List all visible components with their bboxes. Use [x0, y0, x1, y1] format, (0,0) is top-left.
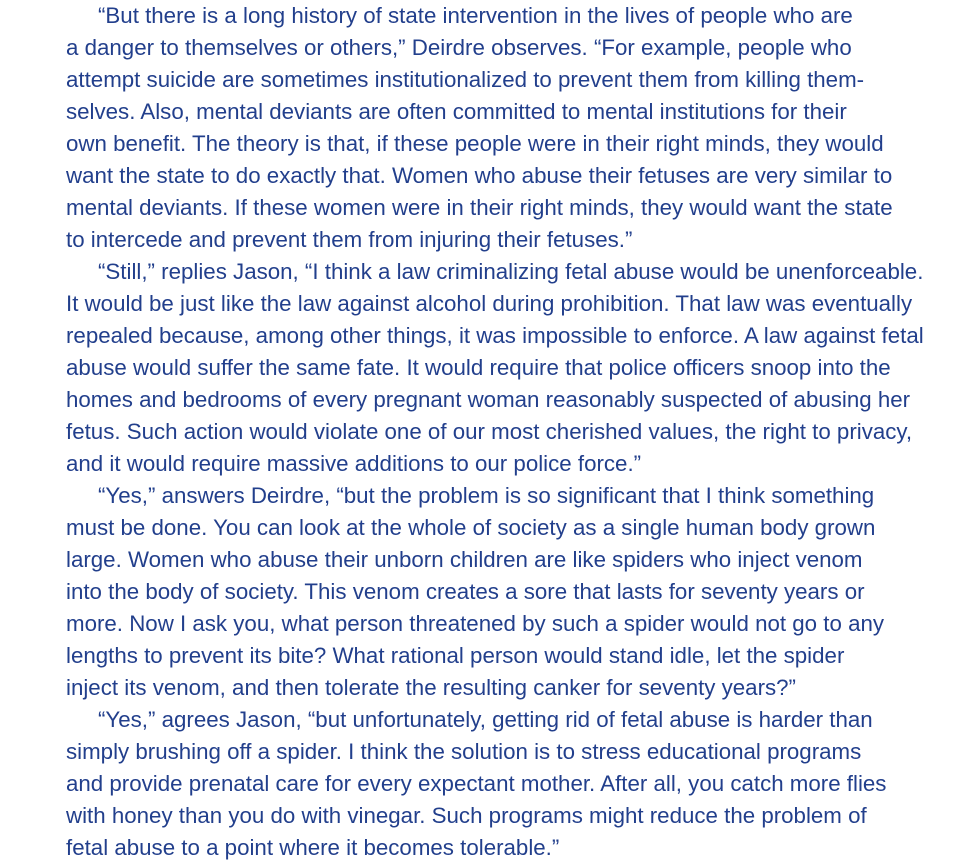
text-line: lengths to prevent its bite? What rational person would stand idle, let the spider — [66, 643, 845, 668]
text-line: to intercede and prevent them from injuring their fetuses.” — [66, 227, 633, 252]
text-line: “Still,” replies Jason, “I think a law criminalizing fetal abuse would be unenforceable. — [98, 259, 924, 284]
text-line: simply brushing off a spider. I think the solution is to stress educational programs — [66, 739, 862, 764]
text-line: homes and bedrooms of every pregnant woman reasonably suspected of abusing her — [66, 387, 911, 412]
text-line: “Yes,” answers Deirdre, “but the problem is so significant that I think something — [98, 483, 875, 508]
text-line: mental deviants. If these women were in their right minds, they would want the state — [66, 195, 893, 220]
text-line: with honey than you do with vinegar. Such programs might reduce the problem of — [66, 803, 867, 828]
text-line: into the body of society. This venom creates a sore that lasts for seventy years or — [66, 579, 865, 604]
text-line: and provide prenatal care for every expectant mother. After all, you catch more flies — [66, 771, 887, 796]
text-line: abuse would suffer the same fate. It would require that police officers snoop into the — [66, 355, 891, 380]
text-line: fetus. Such action would violate one of our most cherished values, the right to privacy, — [66, 419, 913, 444]
text-line: a danger to themselves or others,” Deirdre observes. “For example, people who — [66, 35, 852, 60]
text-line: fetal abuse to a point where it becomes tolerable.” — [66, 835, 560, 860]
text-line: “But there is a long history of state intervention in the lives of people who are — [98, 3, 853, 28]
text-line: and it would require massive additions to our police force.” — [66, 451, 642, 476]
text-line: “Yes,” agrees Jason, “but unfortunately, getting rid of fetal abuse is harder than — [98, 707, 873, 732]
text-line: more. Now I ask you, what person threatened by such a spider would not go to any — [66, 611, 885, 636]
text-line: large. Women who abuse their unborn children are like spiders who inject venom — [66, 547, 863, 572]
text-line: attempt suicide are sometimes institutionalized to prevent them from killing them- — [66, 67, 865, 92]
text-line: want the state to do exactly that. Women who abuse their fetuses are very similar to — [66, 163, 893, 188]
text-line: It would be just like the law against alcohol during prohibition. That law was eventually — [66, 291, 913, 316]
text-line: must be done. You can look at the whole of society as a single human body grown — [66, 515, 876, 540]
text-line: inject its venom, and then tolerate the resulting canker for seventy years?” — [66, 675, 796, 700]
text-line: own benefit. The theory is that, if these people were in their right minds, they would — [66, 131, 884, 156]
text-line: repealed because, among other things, it was impossible to enforce. A law against fetal — [66, 323, 924, 348]
text-line: selves. Also, mental deviants are often committed to mental institutions for their — [66, 99, 847, 124]
